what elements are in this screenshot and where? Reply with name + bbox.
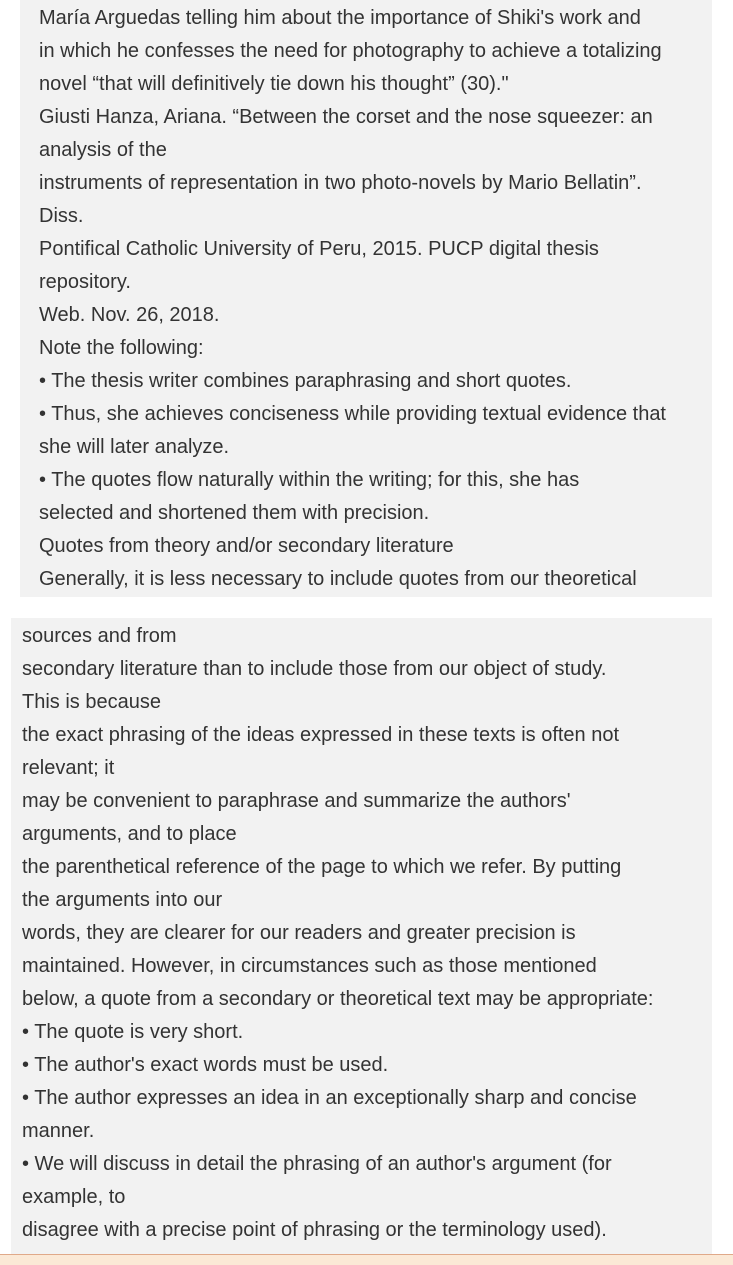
text-line: secondary literature than to include those from our object of study.: [22, 658, 607, 680]
text-line: Giusti Hanza, Ariana. “Between the corset and the nose squeezer: an: [39, 106, 653, 128]
bullet-item: • The author's exact words must be used.: [22, 1054, 389, 1076]
text-line: selected and shortened them with precision.: [39, 502, 430, 524]
bottom-bar: [0, 1254, 733, 1265]
text-line: words, they are clearer for our readers and greater precision is: [22, 922, 576, 944]
text-line: sources and from: [22, 625, 177, 647]
text-line: she will later analyze.: [39, 436, 230, 458]
text-line: repository.: [39, 271, 131, 293]
text-line: Generally, it is less necessary to include quotes from our theoretical: [39, 568, 637, 590]
text-line: Pontifical Catholic University of Peru, 2015. PUCP digital thesis: [39, 238, 599, 260]
text-line: relevant; it: [22, 757, 115, 779]
text-line: the parenthetical reference of the page to which we refer. By putting: [22, 856, 622, 878]
text-line: disagree with a precise point of phrasing or the terminology used).: [22, 1219, 607, 1241]
text-line: This is because: [22, 691, 161, 713]
text-line: the exact phrasing of the ideas expressed in these texts is often not: [22, 724, 620, 746]
text-line: Note the following:: [39, 337, 204, 359]
text-line: instruments of representation in two photo-novels by Mario Bellatin”.: [39, 172, 642, 194]
text-line: analysis of the: [39, 139, 167, 161]
text-line: example, to: [22, 1186, 126, 1208]
text-line: novel “that will definitively tie down his thought” (30).": [39, 73, 509, 95]
text-line: below, a quote from a secondary or theoretical text may be appropriate:: [22, 988, 654, 1010]
bullet-item: • The author expresses an idea in an exceptionally sharp and concise: [22, 1087, 637, 1109]
text-line: may be convenient to paraphrase and summarize the authors': [22, 790, 571, 812]
text-block-lower: [11, 618, 712, 1254]
text-line: manner.: [22, 1120, 95, 1142]
text-line: maintained. However, in circumstances such as those mentioned: [22, 955, 597, 977]
text-line: María Arguedas telling him about the importance of Shiki's work and: [39, 7, 641, 29]
bullet-item: • The thesis writer combines paraphrasing and short quotes.: [39, 370, 572, 392]
text-line: Web. Nov. 26, 2018.: [39, 304, 220, 326]
text-block-upper: [20, 0, 712, 597]
text-line: the arguments into our: [22, 889, 223, 911]
bullet-item: • We will discuss in detail the phrasing of an author's argument (for: [22, 1153, 612, 1175]
text-line: Diss.: [39, 205, 84, 227]
section-heading: Quotes from theory and/or secondary literature: [39, 535, 454, 557]
bullet-item: • The quote is very short.: [22, 1021, 244, 1043]
bullet-item: • The quotes flow naturally within the writing; for this, she has: [39, 469, 580, 491]
text-line: in which he confesses the need for photography to achieve a totalizing: [39, 40, 662, 62]
text-line: arguments, and to place: [22, 823, 237, 845]
bullet-item: • Thus, she achieves conciseness while providing textual evidence that: [39, 403, 666, 425]
